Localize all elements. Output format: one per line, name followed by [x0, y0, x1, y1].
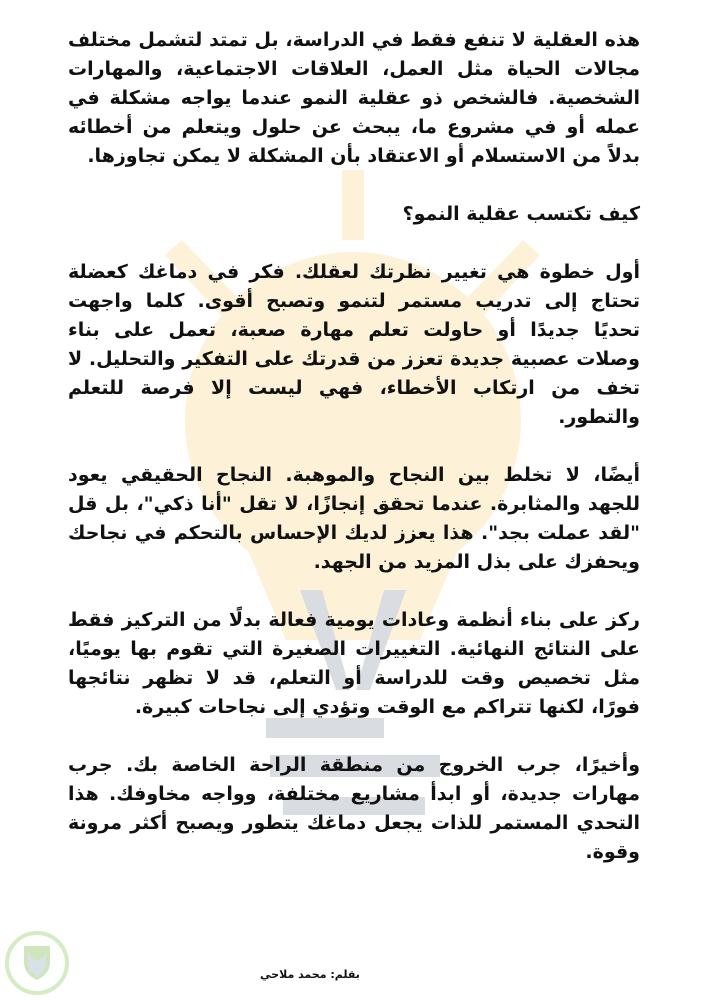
- intro-paragraph: هذه العقلية لا تنفع فقط في الدراسة، بل تمتد لتشمل مختلف مجالات الحياة مثل العمل، العلاقات الاجتماعية، والمهارات الشخصية. فالشخص ذو عقلية النمو عندما يواجه مشكلة في عمله أو في مشروع ما، يبحث عن حلول ويتعلم من أخطائه بدلاً من الاستسلام أو الاعتقاد بأن المشكلة لا يمكن تجاوزها.: [68, 29, 640, 167]
- kafeel-logo: [4, 930, 70, 996]
- author-byline: بقلم: محمد ملاحي: [260, 968, 360, 981]
- step-paragraph: أيضًا، لا تخلط بين النجاح والموهبة. النجاح الحقيقي يعود للجهد والمثابرة. عندما تحقق إنجازًا، لا تقل "أنا ذكي"، بل قل "لقد عملت بجد". هذا يعزز لديك الإحساس بالتحكم في نجاحك ويحفزك على بذل المزيد من الجهد.: [68, 464, 640, 573]
- step-paragraph: أول خطوة هي تغيير نظرتك لعقلك. فكر في دماغك كعضلة تحتاج إلى تدريب مستمر لتنمو وتصبح أقوى. كلما واجهت تحديًا جديدًا أو حاولت تعلم مهارة صعبة، تعمل على بناء وصلات عصبية جديدة تعزز من قدرتك على التفكير والتحليل. لا تخف من ارتكاب الأخطاء، فهي ليست إلا فرصة للتعلم والتطور.: [68, 261, 640, 428]
- step-paragraph: ركز على بناء أنظمة وعادات يومية فعالة بدلًا من التركيز فقط على النتائج النهائية. التغييرات الصغيرة التي تقوم بها يوميًا، مثل تخصيص وقت للدراسة أو التعلم، قد لا تظهر نتائجها فورًا، لكنها تتراكم مع الوقت وتؤدي إلى نجاحات كبيرة.: [68, 609, 640, 718]
- step-paragraph: وأخيرًا، جرب الخروج من منطقة الراحة الخاصة بك. جرب مهارات جديدة، أو ابدأ مشاريع مختلفة، وواجه مخاوفك. هذا التحدي المستمر للذات يجعل دماغك يتطور ويصبح أكثر مرونة وقوة.: [68, 754, 640, 863]
- shield-icon: [4, 930, 70, 996]
- article-body: [68, 26, 640, 896]
- section-heading: كيف تكتسب عقلية النمو؟: [402, 203, 640, 225]
